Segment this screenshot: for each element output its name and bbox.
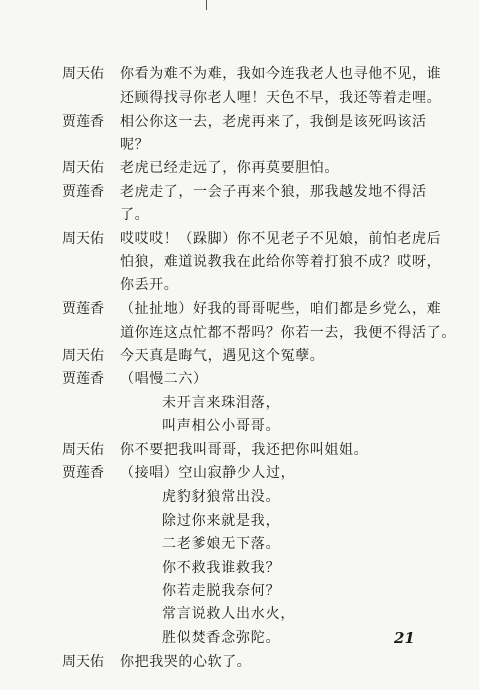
speaker-name: 周天佑 (62, 348, 104, 364)
line-text: 还顾得找寻你老人哩！天色不早，我还等着走哩。 (120, 90, 442, 106)
speaker-name: 贾莲香 (62, 301, 104, 317)
line-text: 今天真是晦气，遇见这个冤孽。 (120, 348, 325, 364)
verse-text: 二老爹娘无下落。 (162, 536, 281, 552)
line-text: 你把我哭的心软了。 (120, 654, 252, 670)
line-text: （接唱）空山寂静少人过， (120, 465, 296, 481)
speaker-name: 周天佑 (62, 231, 104, 247)
speaker-name: 贾莲香 (62, 371, 104, 387)
speaker-name: 贾莲香 (62, 184, 104, 200)
line-text: 老虎走了，一会子再来个狼，那我越发地不得活 (120, 184, 427, 200)
line-text: 呢？ (120, 137, 150, 153)
verse-text: 你若走脱我奈何？ (162, 583, 281, 599)
line-text: 哎哎哎！（跺脚）你不见老子不见娘，前怕老虎后 (120, 231, 442, 247)
scan-mark (206, 0, 207, 10)
page-number: 21 (394, 629, 415, 647)
verse-text: 未开言来珠泪落， (162, 395, 281, 411)
verse-text: 除过你来就是我， (162, 513, 281, 529)
verse-text: 你不救我谁救我？ (162, 560, 281, 576)
speaker-name: 周天佑 (62, 654, 104, 670)
verse-text: 常言说救人出水火， (162, 606, 296, 622)
speaker-name: 周天佑 (62, 442, 104, 458)
verse-text: 胜似焚香念弥陀。 (162, 630, 281, 646)
line-text: 你不要把我叫哥哥，我还把你叫姐姐。 (120, 442, 369, 458)
speaker-name: 贾莲香 (62, 114, 104, 130)
line-text: （扯扯地）好我的哥哥呢些，咱们都是乡党么，难 (120, 301, 442, 317)
line-text: 你丢开。 (120, 277, 179, 293)
line-text: （唱慢二六） (120, 371, 208, 387)
speaker-name: 周天佑 (62, 160, 104, 176)
speaker-name: 贾莲香 (62, 465, 104, 481)
speaker-name: 周天佑 (62, 66, 104, 82)
line-text: 怕狼，难道说教我在此给你等着打狼不成？哎呀， (120, 254, 442, 270)
line-text: 相公你这一去，老虎再来了，我倒是该死吗该活 (120, 114, 427, 130)
verse-text: 叫声相公小哥哥。 (162, 418, 281, 434)
line-text: 道你连这点忙都不帮吗？你若一去，我便不得活了。 (120, 325, 456, 341)
line-text: 你看为难不为难，我如今连我老人也寻他不见，谁 (120, 66, 442, 82)
line-text: 老虎已经走远了，你再莫要胆怕。 (120, 160, 339, 176)
verse-text: 虎豹豺狼常出没。 (162, 489, 281, 505)
line-text: 了。 (120, 207, 150, 223)
